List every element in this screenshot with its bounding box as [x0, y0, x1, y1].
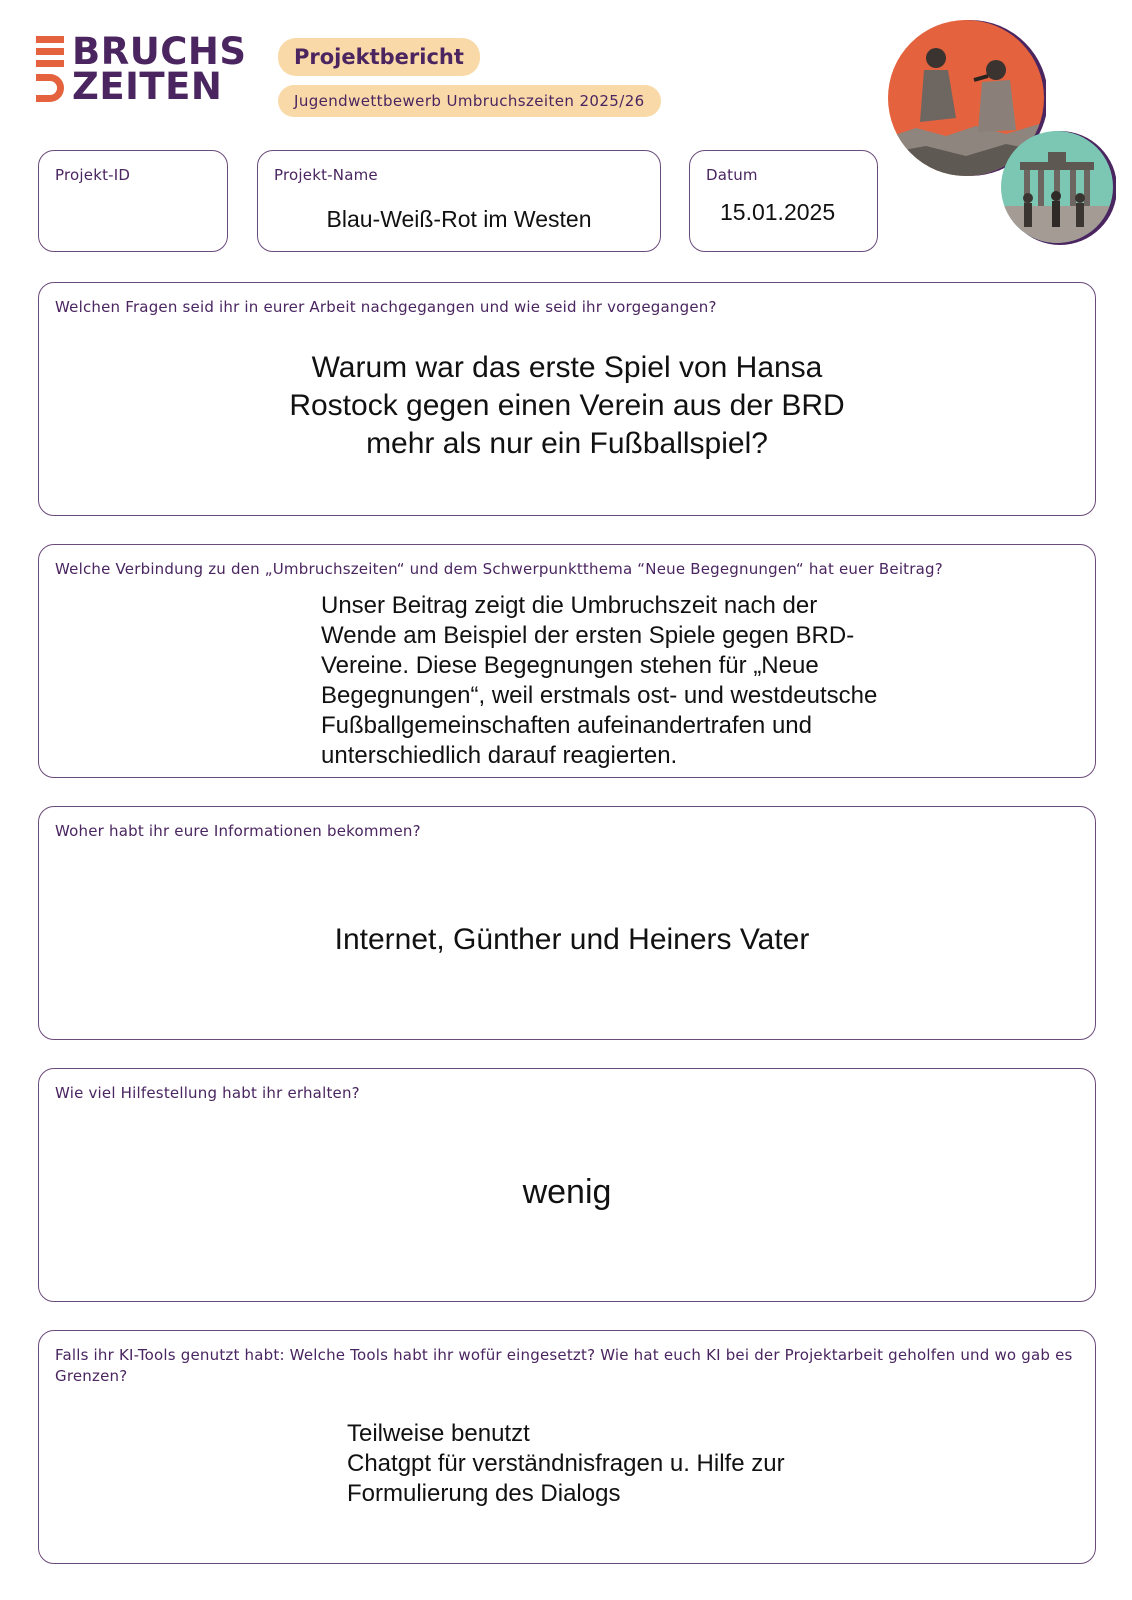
- answer-text: [39, 1173, 1095, 1212]
- project-id-field[interactable]: [38, 150, 228, 252]
- logo-word-zeiten: ZEITEN: [72, 65, 223, 108]
- project-id-label: Projekt-ID: [55, 166, 131, 184]
- um-logo-mark: [36, 36, 66, 102]
- answer-line: Internet, Günther und Heiners Vater: [334, 923, 810, 956]
- answer-line: Fußballgemeinschaften aufeinandertrafen und: [321, 712, 812, 739]
- answer-text: [321, 591, 961, 771]
- date-field[interactable]: [689, 150, 878, 252]
- answer-text: [347, 1419, 987, 1509]
- question-information-sources[interactable]: [38, 806, 1096, 1040]
- question-label: Wie viel Hilfestellung habt ihr erhalten?: [55, 1084, 360, 1102]
- answer-text: [39, 349, 1095, 463]
- answer-line: Warum war das erste Spiel von Hansa: [311, 351, 823, 384]
- brandenburg-gate-photo: [998, 128, 1116, 246]
- question-research-approach[interactable]: [38, 282, 1096, 516]
- project-name-value: Blau-Weiß-Rot im Westen: [326, 206, 592, 232]
- project-name-label: Projekt-Name: [274, 166, 378, 184]
- question-label: Welchen Fragen seid ihr in eurer Arbeit nachgegangen und wie seid ihr vorgegangen?: [55, 298, 717, 316]
- date-label: Datum: [706, 166, 758, 184]
- question-topic-connection[interactable]: [38, 544, 1096, 778]
- answer-line: Unser Beitrag zeigt die Umbruchszeit nach der: [321, 592, 818, 619]
- answer-line: Begegnungen“, weil erstmals ost- und westdeutsche: [321, 682, 878, 709]
- question-label: Welche Verbindung zu den „Umbruchszeiten“ und dem Schwerpunktthema “Neue Begegnungen“ hat euer Beitrag?: [55, 560, 943, 578]
- project-name-field[interactable]: [257, 150, 661, 252]
- answer-line: Formulierung des Dialogs: [347, 1480, 621, 1507]
- answer-line: Rostock gegen einen Verein aus der BRD: [289, 389, 845, 422]
- date-value: 15.01.2025: [720, 199, 836, 225]
- competition-subtitle-pill: Jugendwettbewerb Umbruchszeiten 2025/26: [278, 85, 661, 117]
- answer-line: unterschiedlich darauf reagierten.: [321, 742, 678, 769]
- answer-line: mehr als nur ein Fußballspiel?: [366, 427, 768, 460]
- answer-line: Vereine. Diese Begegnungen stehen für „Neue: [321, 652, 819, 679]
- answer-text: [39, 923, 1095, 957]
- answer-line: Teilweise benutzt: [347, 1420, 530, 1447]
- question-label: Falls ihr KI-Tools genutzt habt: Welche Tools habt ihr wofür eingesetzt? Wie hat euch KI bei der Projektarbeit geholfen und wo gab es Grenzen?: [55, 1346, 1073, 1385]
- document-title-pill: Projektbericht: [278, 38, 480, 76]
- answer-line: wenig: [522, 1173, 612, 1211]
- question-ai-tools[interactable]: [38, 1330, 1096, 1564]
- logo-word-bruchs: BRUCHS: [72, 30, 247, 73]
- question-label: Woher habt ihr eure Informationen bekommen?: [55, 822, 421, 840]
- answer-line: Wende am Beispiel der ersten Spiele gegen BRD-: [321, 622, 855, 649]
- question-assistance-received[interactable]: [38, 1068, 1096, 1302]
- umbruchszeiten-logo: [36, 30, 251, 108]
- answer-line: Chatgpt für verständnisfragen u. Hilfe zur: [347, 1450, 785, 1477]
